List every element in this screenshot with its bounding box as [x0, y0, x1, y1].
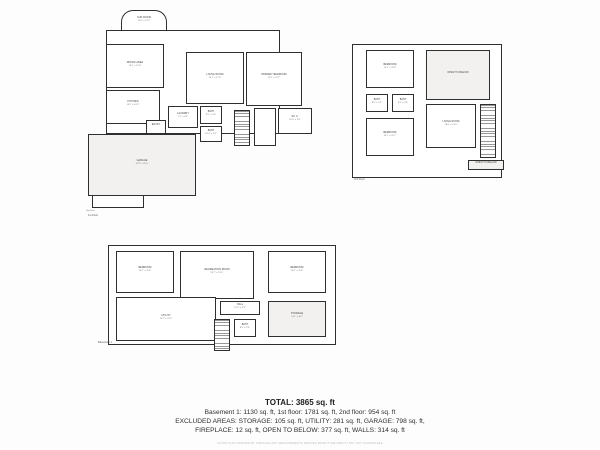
- room-label: BATH 10'4" x 5'4": [205, 129, 217, 135]
- room-label: BEDROOM 14'1" x 11'8": [138, 266, 152, 272]
- second-floor-plan: [352, 44, 508, 186]
- hallway: [254, 108, 276, 146]
- room-label: BATH 8'2" x 5'0": [205, 110, 217, 116]
- excluded-areas-line-2: FIREPLACE: 12 sq. ft, OPEN TO BELOW: 377 sq. ft, WALLS: 314 sq. ft: [195, 427, 405, 435]
- room-label: BATH 8'4" x 5'0": [397, 98, 409, 104]
- room-label: SUN ROOM 17'0" x 12'3": [137, 16, 151, 22]
- room-label: OPEN TO BELOW: [475, 161, 497, 164]
- room-label: BEDROOM 16'1" x 11'7": [383, 131, 397, 137]
- basement-plan: [98, 245, 344, 355]
- floor-tag-second: 2nd Floor: [354, 178, 365, 181]
- room-label: BEDROOM 14'1" x 11'8": [383, 63, 397, 69]
- room-label: W.I.C. 10'0" x 5'8": [289, 115, 301, 121]
- staircase-upper: [480, 104, 496, 158]
- room-label: GARAGE 37'8" x 20'0": [135, 159, 149, 165]
- area-breakdown: Basement 1: 1130 sq. ft, 1st floor: 1781 sq. ft, 2nd floor: 954 sq. ft: [204, 409, 396, 417]
- room-label: UTILITY 20'1" x 11'0": [159, 314, 173, 320]
- top-deck-label: Top Deck: [86, 210, 95, 212]
- summary-caption: [0, 398, 600, 436]
- room-label: RECREATION ROOM 20'7" x 15'4": [204, 268, 230, 274]
- room-label: KITCHEN 16'1" x 10'9": [126, 100, 140, 106]
- room-label: BATH 8'4" x 5'0": [239, 323, 251, 329]
- room-label: DINING AREA 16'1" x 13'4": [126, 61, 144, 67]
- first-floor-plan: [88, 8, 308, 223]
- basement-staircase: [214, 319, 230, 351]
- top-deck: [92, 196, 144, 208]
- room-label: LAUNDRY 7'1" x 6'3": [176, 112, 190, 118]
- room-label: LIVING ROOM 18'4" x 13'0": [442, 120, 460, 126]
- room-label: ENTRY: [151, 123, 161, 126]
- kitchen: [106, 90, 160, 124]
- room-label: BEDROOM 13'2" x 11'8": [290, 266, 304, 272]
- open-to-below-top: [426, 50, 490, 100]
- room-label: STORAGE 14'1" x 8'0": [290, 312, 304, 318]
- room-label: LIVING ROOM 16'7" x 17'0": [206, 73, 224, 79]
- recreation-room: [180, 251, 254, 299]
- room-label: BATH 8'0" x 5'0": [371, 98, 383, 104]
- room-label: HALL 14'0" x 4'3": [234, 303, 246, 309]
- disclaimer: FLOOR PLAN CREATED BY CUBICASA APP. MEASUREMENTS DERIVED FROM IT RELIABILITY BUT NOT GUARANTEED: [217, 442, 383, 445]
- floor-tag-first: 1st Floor: [88, 214, 99, 217]
- excluded-areas-line-1: EXCLUDED AREAS: STORAGE: 105 sq. ft, UTILITY: 281 sq. ft, GARAGE: 798 sq. ft,: [175, 418, 425, 426]
- room-label: PRIMARY BEDROOM 17'0" x 15'7": [261, 73, 287, 79]
- staircase: [234, 110, 250, 146]
- storage: [268, 301, 326, 337]
- floor-tag-basement: Basement 1: [98, 341, 112, 344]
- room-label: OPEN TO BELOW: [447, 71, 469, 74]
- total-area: TOTAL: 3865 sq. ft: [265, 398, 335, 408]
